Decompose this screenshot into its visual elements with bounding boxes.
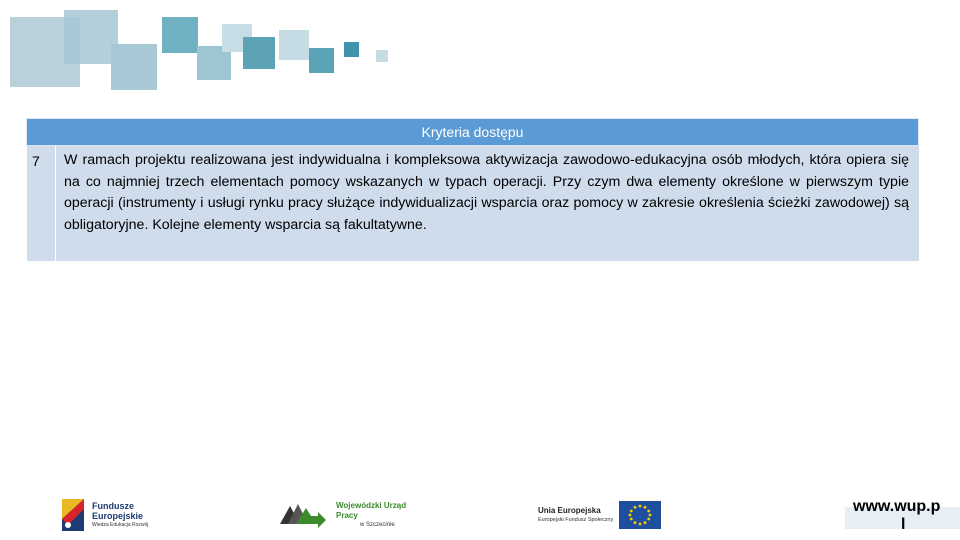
- wup-subtitle: w Szczecinie: [360, 522, 395, 528]
- url-line-2: l: [901, 516, 906, 533]
- website-url[interactable]: [845, 498, 960, 540]
- unia-europejska-logo: [538, 492, 678, 538]
- ue-title: Unia Europejska: [538, 506, 601, 515]
- table-row: [26, 146, 919, 262]
- eu-flag-icon: [619, 501, 661, 529]
- fe-title-2: Europejskie: [92, 511, 144, 521]
- fe-subtitle: Wiedza Edukacja Rozwój: [92, 522, 149, 528]
- wup-logo: [278, 492, 428, 538]
- fe-title-1: Fundusze: [92, 501, 134, 511]
- fundusze-europejskie-logo: [60, 492, 175, 538]
- row-number: 7: [26, 146, 56, 262]
- wup-emblem-icon: [278, 498, 328, 532]
- url-line-1: www.wup.p: [853, 498, 941, 515]
- criteria-table: [26, 118, 919, 262]
- table-header: Kryteria dostępu: [26, 118, 919, 146]
- wup-title: Wojewódzki Urząd Pracy: [336, 501, 407, 520]
- fe-emblem-icon: [60, 497, 86, 533]
- row-text: W ramach projektu realizowana jest indywidualna i kompleksowa aktywizacja zawodowo-edukacyjna osób młodych, która opiera się na co najmniej trzech elementach pomocy wskazanych w typach operacji. Przy czym dwa elementy określone w pierwszym typie operacji (instrumenty i usługi rynku pracy służące indywidualizacji wsparcia oraz pomocy w zakresie określenia ścieżki zawodowej) są obligatoryjne. Kolejne elementy wsparcia są fakultatywne.: [56, 146, 919, 262]
- ue-subtitle: Europejski Fundusz Społeczny: [538, 517, 614, 523]
